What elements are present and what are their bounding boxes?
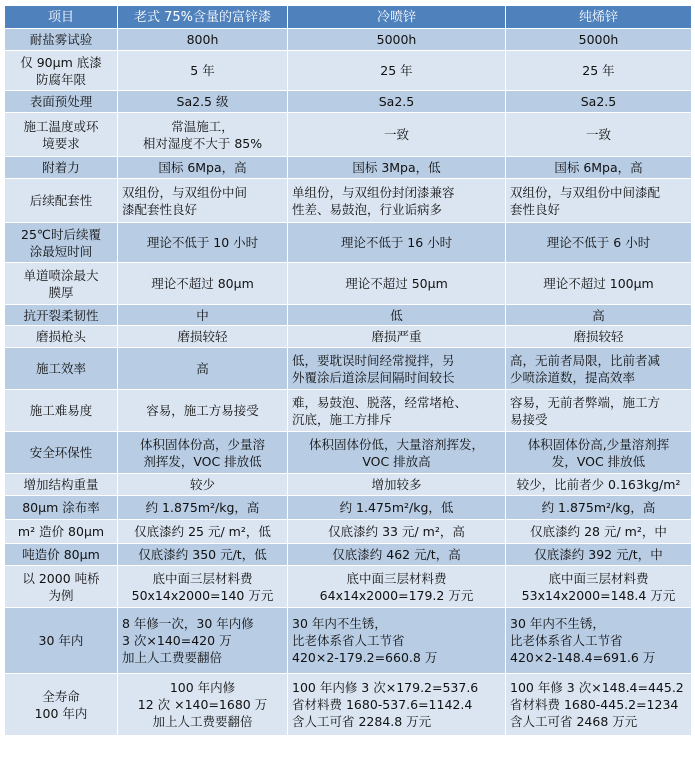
table-cell: 国标 3Mpa，低 (288, 157, 506, 179)
row-label: 安全环保性 (5, 432, 118, 474)
row-label: 施工效率 (5, 348, 118, 390)
table-row (5, 566, 692, 608)
header-cold-spray-zinc: 冷喷锌 (288, 6, 506, 29)
table-row (5, 91, 692, 113)
row-label: 抗开裂柔韧性 (5, 305, 118, 326)
row-label: 附着力 (5, 157, 118, 179)
table-cell: 25 年 (288, 51, 506, 91)
table-cell: 5000h (506, 29, 692, 51)
header-zinc-rich: 老式 75%含量的富锌漆 (118, 6, 288, 29)
table-row (5, 496, 692, 520)
row-label: 施工温度或环 境要求 (5, 113, 118, 157)
table-cell: 30 年内不生锈， 比老体系省人工节省 420×2-148.4=691.6 万 (506, 608, 692, 674)
table-cell: 双组份，与双组份中间漆配 套性良好 (506, 179, 692, 223)
table-cell: 底中面三层材料费 50x14x2000=140 万元 (118, 566, 288, 608)
table-cell: 容易，施工方易接受 (118, 390, 288, 432)
table-cell: 高 (506, 305, 692, 326)
table-row (5, 474, 692, 496)
table-cell: 仅底漆约 350 元/t，低 (118, 544, 288, 566)
table-cell: 约 1.875m²/kg，高 (506, 496, 692, 520)
table-cell: 5 年 (118, 51, 288, 91)
table-cell: 磨损较轻 (506, 326, 692, 348)
table-row (5, 674, 692, 736)
table-row (5, 432, 692, 474)
comparison-table (4, 5, 692, 736)
table-cell: 25 年 (506, 51, 692, 91)
table-cell: 仅底漆约 33 元/ m²，高 (288, 520, 506, 544)
table-cell: 常温施工， 相对湿度不大于 85% (118, 113, 288, 157)
table-row (5, 390, 692, 432)
row-label: 全寿命 100 年内 (5, 674, 118, 736)
table-row (5, 223, 692, 263)
table-row (5, 29, 692, 51)
row-label: 后续配套性 (5, 179, 118, 223)
table-cell: 中 (118, 305, 288, 326)
table-cell: 低 (288, 305, 506, 326)
table-cell: 难，易鼓泡、脱落，经常堵枪、 沉底，施工方排斥 (288, 390, 506, 432)
table-cell: 理论不超过 100μm (506, 263, 692, 305)
row-label: 以 2000 吨桥 为例 (5, 566, 118, 608)
table-cell: 理论不低于 10 小时 (118, 223, 288, 263)
table-cell: 约 1.875m²/kg，高 (118, 496, 288, 520)
table-cell: 较少 (118, 474, 288, 496)
table-cell: 100 年修 3 次×148.4=445.2 省材料费 1680-445.2=1234 含人工可省 2468 万元 (506, 674, 692, 736)
table-row (5, 51, 692, 91)
table-cell: 低，要耽误时间经常搅拌，另 外覆涂后道涂层间隔时间较长 (288, 348, 506, 390)
row-label: 增加结构重量 (5, 474, 118, 496)
table-cell: 100 年内修 3 次×179.2=537.6 省材料费 1680-537.6=1142.4 含人工可省 2284.8 万元 (288, 674, 506, 736)
table-cell: 磨损较轻 (118, 326, 288, 348)
table-cell: 容易，无前者弊端，施工方 易接受 (506, 390, 692, 432)
table-cell: 8 年修一次，30 年内修 3 次×140=420 万 加上人工费要翻倍 (118, 608, 288, 674)
table-cell: 一致 (288, 113, 506, 157)
table-cell: 800h (118, 29, 288, 51)
table-cell: 仅底漆约 28 元/ m²，中 (506, 520, 692, 544)
table-row (5, 263, 692, 305)
row-label: 30 年内 (5, 608, 118, 674)
table-cell: Sa2.5 级 (118, 91, 288, 113)
table-cell: 一致 (506, 113, 692, 157)
table-cell: 磨损严重 (288, 326, 506, 348)
table-cell: 双组份，与双组份中间 漆配套性良好 (118, 179, 288, 223)
table-row (5, 326, 692, 348)
table-cell: 约 1.475m²/kg，低 (288, 496, 506, 520)
row-label: 单道喷涂最大 膜厚 (5, 263, 118, 305)
table-row (5, 520, 692, 544)
table-cell: 较少，比前者少 0.163kg/m² (506, 474, 692, 496)
table-cell: 单组份，与双组份封闭漆兼容 性差、易鼓泡，行业诟病多 (288, 179, 506, 223)
table-row (5, 179, 692, 223)
table-cell: 国标 6Mpa，高 (506, 157, 692, 179)
table-cell: 仅底漆约 392 元/t，中 (506, 544, 692, 566)
table-cell: 体积固体份低，大量溶剂挥发， VOC 排放高 (288, 432, 506, 474)
table-cell: 理论不低于 16 小时 (288, 223, 506, 263)
table-row (5, 157, 692, 179)
table-row (5, 348, 692, 390)
header-graphene-zinc: 纯烯锌 (506, 6, 692, 29)
table-cell: 体积固体份高，少量溶 剂挥发，VOC 排放低 (118, 432, 288, 474)
table-cell: Sa2.5 (506, 91, 692, 113)
table-cell: Sa2.5 (288, 91, 506, 113)
table-cell: 30 年内不生锈， 比老体系省人工节省 420×2-179.2=660.8 万 (288, 608, 506, 674)
table-row (5, 305, 692, 326)
row-label: 25℃时后续覆 涂最短时间 (5, 223, 118, 263)
table-cell: 理论不超过 50μm (288, 263, 506, 305)
table-cell: 底中面三层材料费 53x14x2000=148.4 万元 (506, 566, 692, 608)
row-label: 仅 90μm 底漆 防腐年限 (5, 51, 118, 91)
table-cell: 增加较多 (288, 474, 506, 496)
table-cell: 体积固体份高,少量溶剂挥 发，VOC 排放低 (506, 432, 692, 474)
table-cell: 理论不低于 6 小时 (506, 223, 692, 263)
table-cell: 高 (118, 348, 288, 390)
row-label: 磨损枪头 (5, 326, 118, 348)
table-row (5, 608, 692, 674)
row-label: m² 造价 80μm (5, 520, 118, 544)
table-cell: 底中面三层材料费 64x14x2000=179.2 万元 (288, 566, 506, 608)
table-cell: 仅底漆约 462 元/t，高 (288, 544, 506, 566)
row-label: 表面预处理 (5, 91, 118, 113)
table-cell: 100 年内修 12 次 ×140=1680 万 加上人工费要翻倍 (118, 674, 288, 736)
row-label: 吨造价 80μm (5, 544, 118, 566)
table-cell: 理论不超过 80μm (118, 263, 288, 305)
table-cell: 高，无前者局限，比前者减 少喷涂道数，提高效率 (506, 348, 692, 390)
row-label: 耐盐雾试验 (5, 29, 118, 51)
table-cell: 仅底漆约 25 元/ m²，低 (118, 520, 288, 544)
table-cell: 5000h (288, 29, 506, 51)
row-label: 施工难易度 (5, 390, 118, 432)
table-row (5, 544, 692, 566)
header-item: 项目 (5, 6, 118, 29)
table-row (5, 113, 692, 157)
row-label: 80μm 涂布率 (5, 496, 118, 520)
header-row (5, 6, 692, 29)
table-cell: 国标 6Mpa，高 (118, 157, 288, 179)
